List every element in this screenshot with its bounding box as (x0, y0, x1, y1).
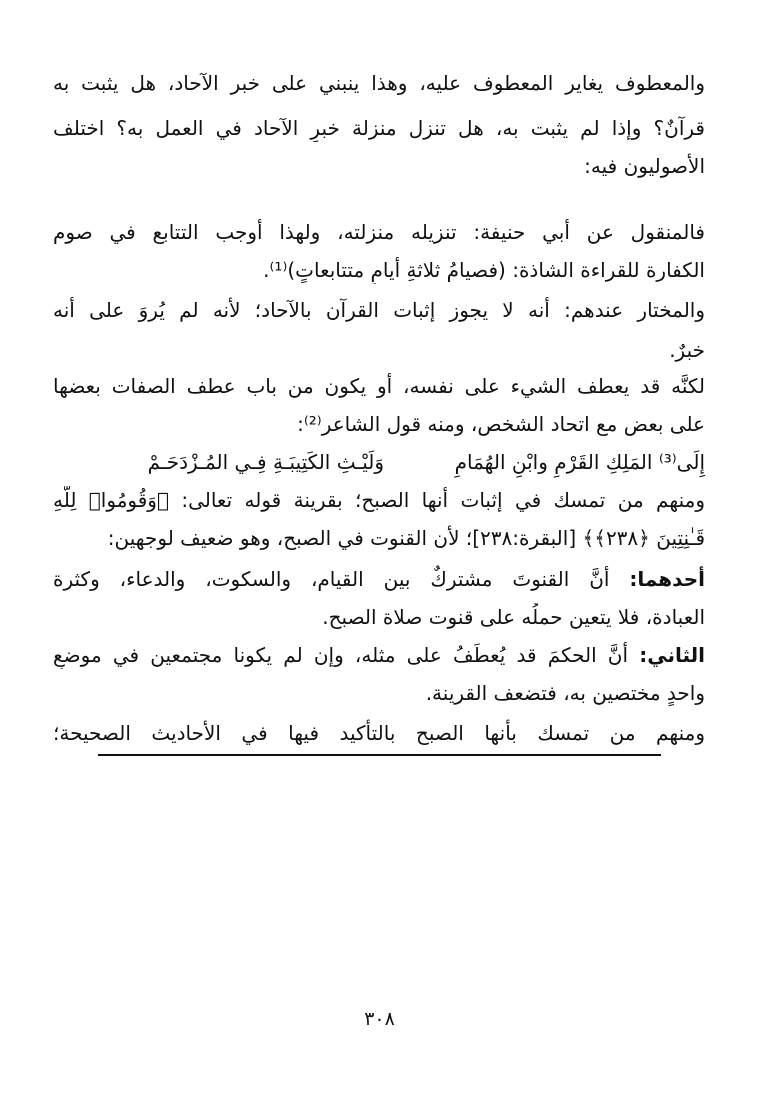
point-label: أحدهما: (629, 567, 705, 591)
point-label: الثاني: (639, 643, 705, 667)
page-number: ٣٠٨ (364, 1008, 395, 1030)
body-line-10: ومنهم من تمسك في إثبات أنها الصبح؛ بقرينة قوله تعالى: ﴿وَقُومُوا۟ لِلَّهِ (53, 488, 705, 512)
footnote-separator (98, 754, 661, 756)
body-line-6: والمختار عندهم: أنه لا يجوز إثبات القرآن بالآحاد؛ لأنه لم يُروَ على أنه (53, 298, 705, 322)
verse-second-hemistich: وَلَيْـثِ الكَتِيبَـةِ فِـي المُـزْدَحَـمْ (147, 450, 384, 474)
body-line-11: قَـٰنِتِينَ ﴿٢٣٨﴾﴾ [البقرة:٢٣٨]؛ لأن القنوت في الصبح، وهو ضعيف لوجهين: (107, 526, 705, 550)
body-line-1: والمعطوف يغاير المعطوف عليه، وهذا ينبني على خبر الآحاد، هل يثبت به (53, 71, 705, 95)
body-line-7: خبرٌ. (669, 338, 705, 362)
body-line-15: واحدٍ مختصين به، فتضعف القرينة. (425, 681, 705, 705)
body-line-2: قرآنٌ؟ وإذا لم يثبت به، هل تنزل منزلة خبرِ الآحاد في العمل به؟ اختلف (53, 116, 705, 140)
body-line-14: الثاني: أنَّ الحكمَ قد يُعطَفُ على مثله، وإن لم يكونا مجتمعين في موضعٍ (53, 643, 705, 667)
body-line-9: على بعض مع اتحاد الشخص، ومنه قول الشاعر⁽²⁾: (297, 412, 705, 436)
body-line-16: ومنهم من تمسك بأنها الصبح بالتأكيد فيها في الأحاديث الصحيحة؛ (53, 721, 705, 745)
body-line-12: أحدهما: أنَّ القنوتَ مشتركٌ بين القيام، والسكوت، والدعاء، وكثرة (53, 567, 705, 591)
body-line-5: الكفارة للقراءة الشاذة: (فصيامُ ثلاثةِ أيامٍ متتابعاتٍ)⁽¹⁾. (263, 258, 705, 282)
body-line-8: لكنَّه قد يعطف الشيء على نفسه، أو يكون من باب عطف الصفات بعضها (53, 374, 705, 398)
body-line-3: الأصوليون فيه: (584, 154, 705, 178)
verse-first-hemistich: إِلَى⁽³⁾ المَلِكِ القَرْمِ وابْنِ الهُمَامِ (454, 450, 705, 474)
body-line-4: فالمنقول عن أبي حنيفة: تنزيله منزلته، ولهذا أوجب التتابع في صوم (53, 220, 705, 244)
body-line-13: العبادة، فلا يتعين حملُه على قنوت صلاة الصبح. (322, 605, 705, 629)
